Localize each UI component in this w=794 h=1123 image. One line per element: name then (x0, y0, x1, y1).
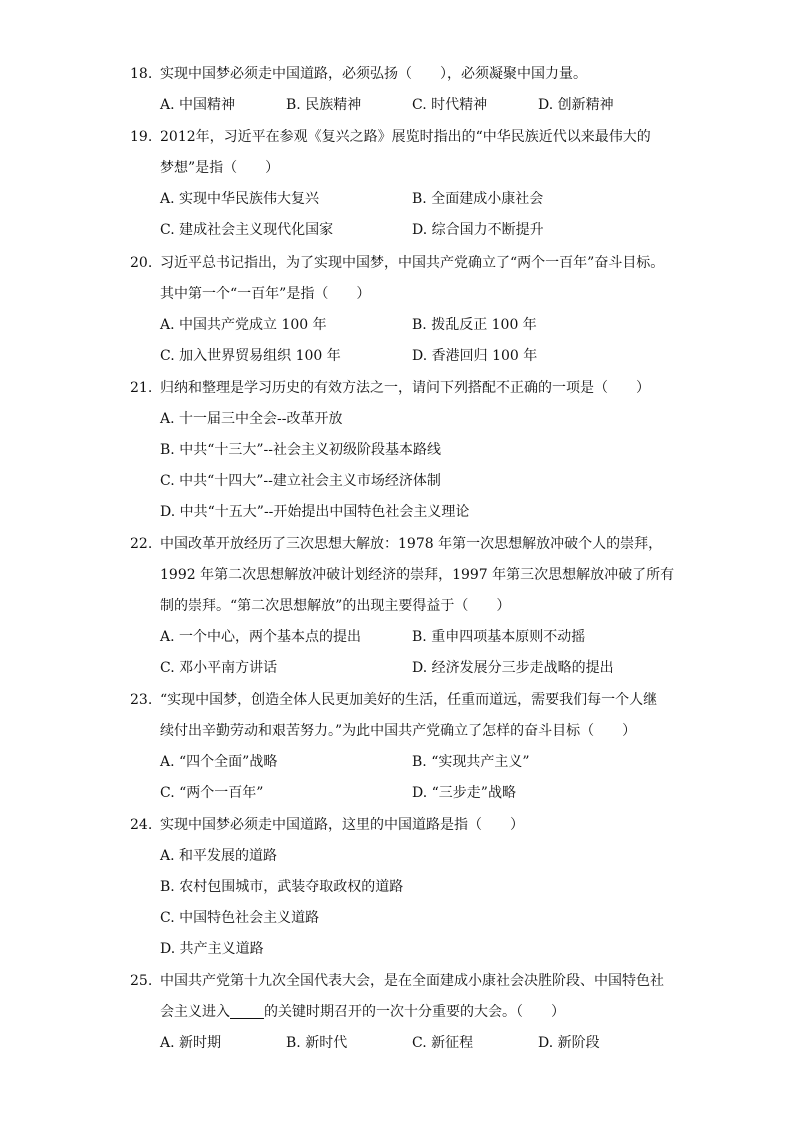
option-c[interactable]: C. 建成社会主义现代化国家 (160, 222, 334, 238)
option-a[interactable]: A. 实现中华民族伟大复兴 (160, 191, 320, 207)
question-number: 24. (130, 817, 153, 833)
option-a[interactable]: A. 中国精神 (160, 97, 236, 113)
option-a[interactable]: A. 中国共产党成立 100 年 (160, 317, 327, 333)
question-number: 21. (130, 380, 153, 396)
option-a[interactable]: A. “四个全面”战略 (160, 754, 278, 770)
question-number: 18. (130, 66, 153, 82)
option-a[interactable]: A. 十一届三中全会--改革开放 (160, 411, 343, 427)
option-d[interactable]: D. 创新精神 (538, 97, 614, 113)
option-b[interactable]: B. 民族精神 (286, 97, 362, 113)
question-number: 19. (130, 129, 153, 145)
option-c[interactable]: C. 邓小平南方讲话 (160, 660, 278, 676)
question-22 (130, 529, 675, 684)
question-25 (130, 966, 670, 1059)
question-stem: 制的崇拜。“第二次思想解放”的出现主要得益于（ ） (160, 598, 511, 614)
question-stem: 续付出辛勤劳动和艰苦努力。”为此中国共产党确立了怎样的奋斗目标（ ） (160, 723, 637, 739)
option-d[interactable]: D. “三步走”战略 (412, 785, 516, 801)
option-c[interactable]: C. “两个一百年” (160, 785, 264, 801)
option-d[interactable]: D. 经济发展分三步走战略的提出 (412, 660, 614, 676)
question-21 (130, 373, 670, 528)
option-c[interactable]: C. 加入世界贸易组织 100 年 (160, 348, 341, 364)
question-stem: 的关键时期召开的一次十分重要的大会。（ ） (264, 1004, 565, 1020)
question-number: 20. (130, 255, 153, 271)
question-stem: 梦想”是指（ ） (160, 160, 280, 176)
option-b[interactable]: B. 全面建成小康社会 (412, 191, 544, 207)
question-23 (130, 685, 670, 809)
option-a[interactable]: A. 和平发展的道路 (160, 848, 278, 864)
option-a[interactable]: A. 新时期 (160, 1035, 222, 1051)
question-number: 22. (130, 536, 153, 552)
question-stem: 习近平总书记指出，为了实现中国梦，中国共产党确立了“两个一百年”奋斗目标。 (160, 255, 665, 271)
question-20 (130, 248, 670, 372)
option-b[interactable]: B. 新时代 (286, 1035, 348, 1051)
option-c[interactable]: C. 中国特色社会主义道路 (160, 910, 320, 926)
question-stem: 其中第一个“一百年”是指（ ） (160, 286, 371, 302)
question-stem: 会主义进入 (160, 1004, 230, 1020)
option-b[interactable]: B. 拨乱反正 100 年 (412, 317, 537, 333)
option-c[interactable]: C. 新征程 (412, 1035, 474, 1051)
question-stem: 中国共产党第十九次全国代表大会，是在全面建成小康社会决胜阶段、中国特色社 (160, 973, 664, 989)
option-c[interactable]: C. 中共“十四大”--建立社会主义市场经济体制 (160, 473, 441, 489)
question-18 (130, 59, 670, 121)
question-stem: 归纳和整理是学习历史的有效方法之一，请问下列搭配不正确的一项是（ ） (160, 380, 650, 396)
question-stem: 中国改革开放经历了三次思想大解放：1978 年第一次思想解放冲破个人的崇拜， (160, 536, 663, 552)
question-number: 25. (130, 973, 153, 989)
question-stem: 实现中国梦必须走中国道路，这里的中国道路是指（ ） (160, 817, 524, 833)
question-19 (130, 122, 670, 246)
option-d[interactable]: D. 中共“十五大”--开始提出中国特色社会主义理论 (160, 504, 470, 520)
question-24 (130, 810, 670, 965)
option-b[interactable]: B. 重申四项基本原则不动摇 (412, 629, 586, 645)
answer-blank[interactable] (230, 1002, 264, 1019)
question-stem: “实现中国梦，创造全体人民更加美好的生活，任重而道远，需要我们每一个人继 (160, 692, 658, 708)
question-number: 23. (130, 692, 153, 708)
option-a[interactable]: A. 一个中心，两个基本点的提出 (160, 629, 362, 645)
question-stem: 2012年，习近平在参观《复兴之路》展览时指出的“中华民族近代以来最伟大的 (160, 129, 651, 145)
option-d[interactable]: D. 新阶段 (538, 1035, 600, 1051)
option-b[interactable]: B. 农村包围城市，武装夺取政权的道路 (160, 879, 404, 895)
option-c[interactable]: C. 时代精神 (412, 97, 488, 113)
option-d[interactable]: D. 共产主义道路 (160, 941, 264, 957)
option-d[interactable]: D. 香港回归 100 年 (412, 348, 538, 364)
question-stem: 1992 年第二次思想解放冲破计划经济的崇拜，1997 年第三次思想解放冲破了所有 (160, 567, 675, 583)
option-b[interactable]: B. “实现共产主义” (412, 754, 530, 770)
option-b[interactable]: B. 中共“十三大”--社会主义初级阶段基本路线 (160, 442, 441, 458)
option-d[interactable]: D. 综合国力不断提升 (412, 222, 544, 238)
question-stem: 实现中国梦必须走中国道路，必须弘扬（ ），必须凝聚中国力量。 (160, 66, 587, 82)
